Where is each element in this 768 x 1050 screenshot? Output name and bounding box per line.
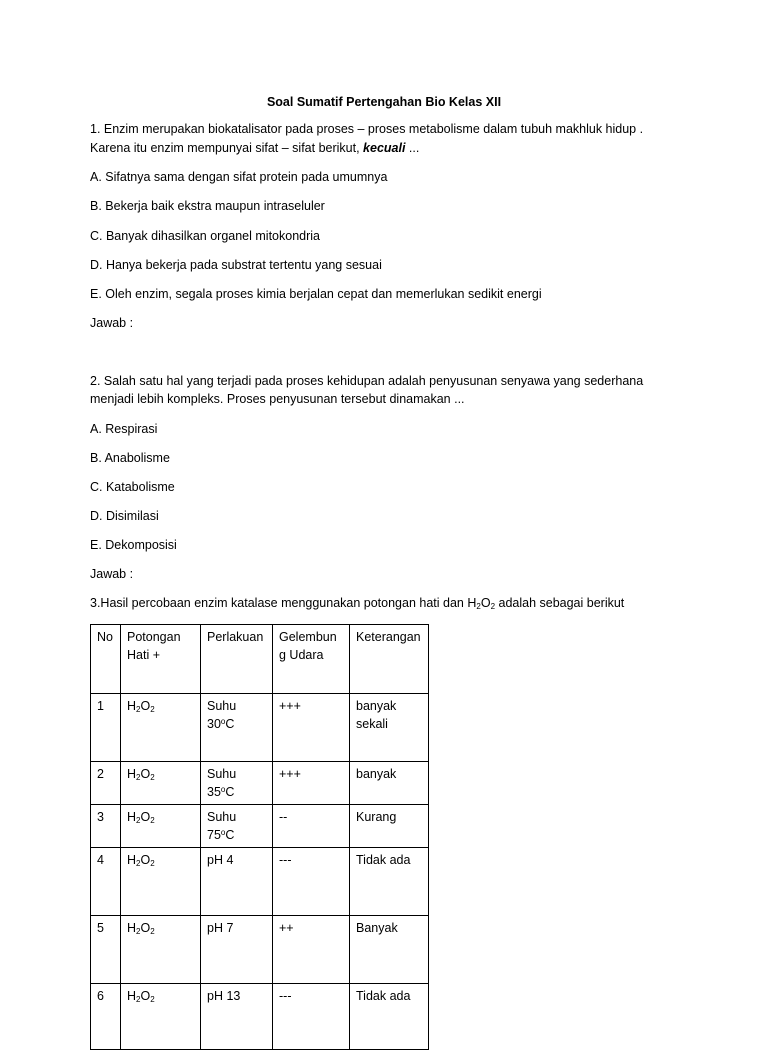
table-row bbox=[91, 984, 429, 1050]
cell-hati bbox=[121, 762, 201, 805]
cell-gelembung: ++ bbox=[273, 916, 350, 984]
cell-keterangan: Banyak bbox=[350, 916, 429, 984]
q2-option-d: D. Disimilasi bbox=[90, 509, 159, 523]
experiment-table bbox=[90, 624, 429, 1050]
q2-option-c: C. Katabolisme bbox=[90, 480, 175, 494]
h-symbol: H bbox=[127, 810, 137, 824]
cell-perlakuan: pH 4 bbox=[201, 848, 273, 916]
cell-no: 4 bbox=[91, 848, 121, 916]
subscript: 2 bbox=[150, 927, 155, 936]
header-perlakuan: Perlakuan bbox=[201, 625, 273, 694]
q3-subscript-2: 2 bbox=[490, 602, 496, 611]
o-symbol: O bbox=[140, 853, 151, 867]
h-symbol: H bbox=[127, 853, 137, 867]
perlakuan-unit: C bbox=[225, 717, 235, 731]
q2-option-e: E. Dekomposisi bbox=[90, 538, 177, 552]
cell-no: 6 bbox=[91, 984, 121, 1050]
perlakuan-value: Suhu 75 bbox=[207, 810, 237, 842]
cell-gelembung: --- bbox=[273, 984, 350, 1050]
cell-hati bbox=[121, 805, 201, 848]
header-potongan-hati bbox=[121, 625, 201, 694]
subscript: 2 bbox=[150, 859, 155, 868]
header-no: No bbox=[91, 625, 121, 694]
cell-keterangan: Tidak ada bbox=[350, 848, 429, 916]
cell-gelembung: --- bbox=[273, 848, 350, 916]
header-hati-line1: Potongan bbox=[127, 630, 181, 644]
cell-gelembung: +++ bbox=[273, 694, 350, 762]
o-symbol: O bbox=[140, 989, 151, 1003]
q3-subscript-1: 2 bbox=[476, 602, 481, 611]
q1-emphasis: kecuali bbox=[363, 141, 406, 155]
q1-stem-line2 bbox=[90, 141, 419, 155]
subscript: 2 bbox=[150, 773, 155, 782]
q2-stem-line2: menjadi lebih kompleks. Proses penyusunan tersebut dinamakan ... bbox=[90, 392, 465, 406]
cell-gelembung: +++ bbox=[273, 762, 350, 805]
h-symbol: H bbox=[127, 767, 137, 781]
cell-perlakuan bbox=[201, 694, 273, 762]
degree-sup: o bbox=[220, 785, 226, 794]
subscript: 2 bbox=[150, 705, 155, 714]
subscript: 2 bbox=[136, 927, 141, 936]
cell-perlakuan: pH 7 bbox=[201, 916, 273, 984]
degree-sup: o bbox=[220, 717, 226, 726]
q3-stem bbox=[90, 596, 624, 610]
q3-oxygen: O bbox=[480, 596, 491, 610]
q1-option-d: D. Hanya bekerja pada substrat tertentu yang sesuai bbox=[90, 258, 382, 272]
header-keterangan: Keterangan bbox=[350, 625, 429, 694]
perlakuan-unit: C bbox=[225, 785, 235, 799]
header-hati-line2: Hati + bbox=[127, 648, 161, 662]
q2-option-b: B. Anabolisme bbox=[90, 451, 170, 465]
degree-sup: o bbox=[220, 828, 226, 837]
keterangan-line2: sekali bbox=[356, 717, 388, 731]
subscript: 2 bbox=[136, 705, 141, 714]
o-symbol: O bbox=[140, 767, 151, 781]
h-symbol: H bbox=[127, 699, 137, 713]
table-header-row bbox=[91, 625, 429, 694]
cell-no: 5 bbox=[91, 916, 121, 984]
subscript: 2 bbox=[150, 995, 155, 1004]
table-row bbox=[91, 694, 429, 762]
cell-hati bbox=[121, 694, 201, 762]
cell-perlakuan: pH 13 bbox=[201, 984, 273, 1050]
o-symbol: O bbox=[140, 921, 151, 935]
h-symbol: H bbox=[127, 921, 137, 935]
q1-stem-text: Karena itu enzim mempunyai sifat – sifat berikut, bbox=[90, 141, 364, 155]
subscript: 2 bbox=[136, 995, 141, 1004]
cell-keterangan: Kurang bbox=[350, 805, 429, 848]
perlakuan-value: Suhu 35 bbox=[207, 767, 237, 799]
cell-perlakuan bbox=[201, 762, 273, 805]
cell-hati bbox=[121, 984, 201, 1050]
cell-hati bbox=[121, 848, 201, 916]
cell-hati bbox=[121, 916, 201, 984]
cell-no: 2 bbox=[91, 762, 121, 805]
q1-option-b: B. Bekerja baik ekstra maupun intraseluler bbox=[90, 199, 325, 213]
subscript: 2 bbox=[150, 816, 155, 825]
o-symbol: O bbox=[140, 699, 151, 713]
q3-stem-end: adalah sebagai berikut bbox=[495, 596, 625, 610]
table-row bbox=[91, 848, 429, 916]
cell-no: 1 bbox=[91, 694, 121, 762]
q1-answer-label: Jawab : bbox=[90, 316, 134, 330]
header-gel-line1: Gelembun bbox=[279, 630, 337, 644]
q1-option-e: E. Oleh enzim, segala proses kimia berjalan cepat dan memerlukan sedikit energi bbox=[90, 287, 542, 301]
cell-keterangan: banyak bbox=[350, 762, 429, 805]
q1-stem-line1: 1. Enzim merupakan biokatalisator pada proses – proses metabolisme dalam tubuh makhluk hidup . bbox=[90, 122, 644, 136]
header-gel-line2: g Udara bbox=[279, 648, 324, 662]
cell-no: 3 bbox=[91, 805, 121, 848]
q3-stem-text: 3.Hasil percobaan enzim katalase menggunakan potongan hati dan H bbox=[90, 596, 477, 610]
perlakuan-unit: C bbox=[225, 828, 235, 842]
cell-keterangan: Tidak ada bbox=[350, 984, 429, 1050]
subscript: 2 bbox=[136, 773, 141, 782]
q2-stem-line1: 2. Salah satu hal yang terjadi pada proses kehidupan adalah penyusunan senyawa yang sederhana bbox=[90, 374, 644, 388]
cell-keterangan bbox=[350, 694, 429, 762]
table-row bbox=[91, 916, 429, 984]
q1-option-a: A. Sifatnya sama dengan sifat protein pada umumnya bbox=[90, 170, 388, 184]
keterangan-line1: banyak bbox=[356, 699, 397, 713]
q1-option-c: C. Banyak dihasilkan organel mitokondria bbox=[90, 229, 320, 243]
document-title: Soal Sumatif Pertengahan Bio Kelas XII bbox=[266, 95, 502, 109]
table-row bbox=[91, 762, 429, 805]
o-symbol: O bbox=[140, 810, 151, 824]
q2-option-a: A. Respirasi bbox=[90, 422, 158, 436]
q1-ellipsis: ... bbox=[405, 141, 420, 155]
subscript: 2 bbox=[136, 859, 141, 868]
perlakuan-value: Suhu 30 bbox=[207, 699, 237, 731]
q2-answer-label: Jawab : bbox=[90, 567, 134, 581]
table-row bbox=[91, 805, 429, 848]
cell-perlakuan bbox=[201, 805, 273, 848]
subscript: 2 bbox=[136, 816, 141, 825]
cell-gelembung: -- bbox=[273, 805, 350, 848]
h-symbol: H bbox=[127, 989, 137, 1003]
header-gelembung-udara bbox=[273, 625, 350, 694]
